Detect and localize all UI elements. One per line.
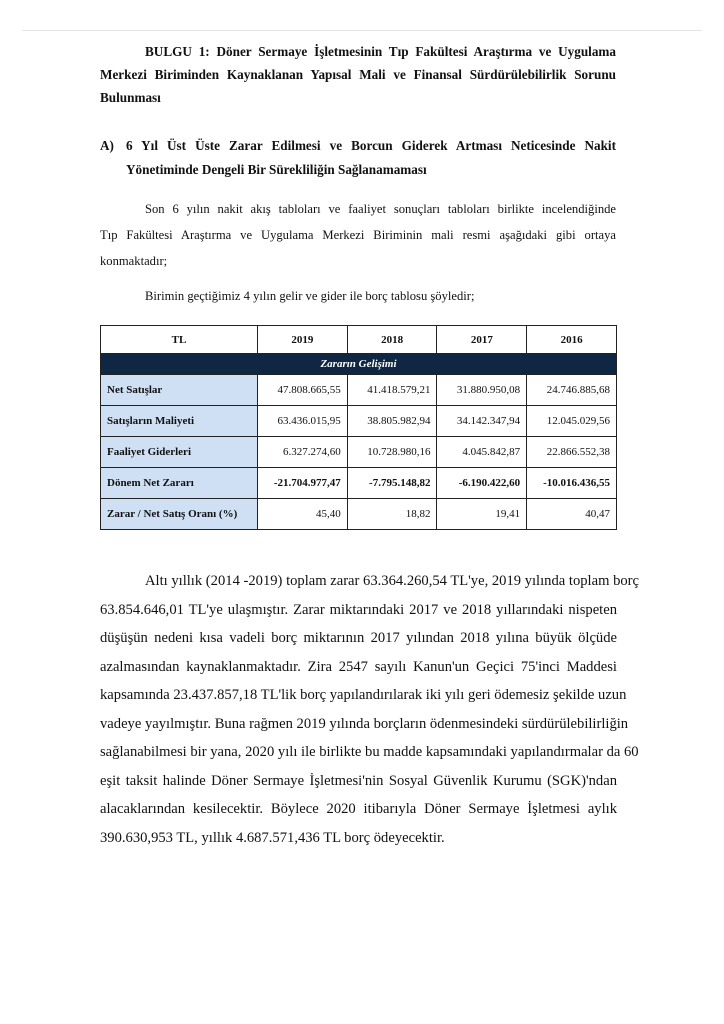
body-line: sağlanabilmesi bir yana, 2020 yılı ile birlikte bu madde kapsamındaki yapılandırmalar da 60	[100, 744, 639, 760]
table-cell: -6.190.422,60	[437, 468, 527, 499]
finding-heading	[100, 40, 616, 109]
finding-heading-line: BULGU 1: Döner Sermaye İşletmesinin Tıp Fakültesi Araştırma ve Uygulama	[145, 44, 616, 59]
page-top-edge	[22, 30, 702, 31]
table-cell: 4.045.842,87	[437, 437, 527, 468]
table-header-cell: 2016	[527, 326, 617, 354]
finding-heading-line: Merkezi Biriminden Kaynaklanan Yapısal Mali ve Finansal Sürdürülebilirlik Sorunu	[100, 67, 616, 82]
table-row-label: Faaliyet Giderleri	[101, 437, 258, 468]
table-section-title: Zararın Gelişimi	[101, 354, 617, 375]
financial-table	[100, 325, 617, 530]
table-header-cell: 2017	[437, 326, 527, 354]
table-row-label: Dönem Net Zararı	[101, 468, 258, 499]
body-line: azalmasından kaynaklanmaktadır. Zira 2547 sayılı Kanun'un Geçici 75'inci Maddesi	[100, 658, 617, 675]
table-cell: 31.880.950,08	[437, 375, 527, 406]
table-cell: 24.746.885,68	[527, 375, 617, 406]
table-cell: 38.805.982,94	[347, 406, 437, 437]
table-row	[101, 437, 617, 468]
table-row	[101, 468, 617, 499]
body-line: 390.630,953 TL, yıllık 4.687.571,436 TL borç ödeyecektir.	[100, 829, 445, 846]
subheading-line: 6 Yıl Üst Üste Zarar Edilmesi ve Borcun Giderek Artması Neticesinde Nakit	[126, 138, 616, 153]
table-section-row	[101, 354, 617, 375]
table-cell: -21.704.977,47	[257, 468, 347, 499]
intro-line: Tıp Fakültesi Araştırma ve Uygulama Merkezi Biriminin mali resmi aşağıdaki gibi ortaya	[100, 228, 616, 242]
table-cell: 18,82	[347, 499, 437, 530]
body-line: kapsamında 23.437.857,18 TL'lik borç yapılandırılarak iki yılı geri ödemesiz şekilde uzun	[100, 687, 627, 703]
subheading-marker: A)	[100, 138, 114, 153]
table-cell: 41.418.579,21	[347, 375, 437, 406]
subheading	[100, 134, 616, 182]
table-cell: -7.795.148,82	[347, 468, 437, 499]
table-intro: Birimin geçtiğimiz 4 yılın gelir ve gider ile borç tablosu şöyledir;	[145, 289, 475, 303]
table-header-row	[101, 326, 617, 354]
body-paragraph	[100, 567, 639, 852]
table-cell: 22.866.552,38	[527, 437, 617, 468]
table-cell: 63.436.015,95	[257, 406, 347, 437]
table-cell: 10.728.980,16	[347, 437, 437, 468]
table-cell: 19,41	[437, 499, 527, 530]
table-cell: 45,40	[257, 499, 347, 530]
table-cell: 40,47	[527, 499, 617, 530]
body-line: vadeye yayılmıştır. Buna rağmen 2019 yılında borçların ödenmesindeki sürdürülebilirliğin	[100, 715, 629, 732]
table-header-cell: TL	[101, 326, 258, 354]
table-row	[101, 499, 617, 530]
subheading-line: Yönetiminde Dengeli Bir Sürekliliğin Sağlanamaması	[126, 162, 427, 177]
table-row-label: Zarar / Net Satış Oranı (%)	[101, 499, 258, 530]
subheading-text	[100, 134, 616, 182]
table-row-label: Satışların Maliyeti	[101, 406, 258, 437]
table-cell: 34.142.347,94	[437, 406, 527, 437]
table-cell: -10.016.436,55	[527, 468, 617, 499]
body-line: Altı yıllık (2014 -2019) toplam zarar 63.364.260,54 TL'ye, 2019 yılında toplam borç	[145, 573, 639, 589]
body-line: 63.854.646,01 TL'ye ulaşmıştır. Zarar miktarındaki 2017 ve 2018 yıllarındaki nispeten	[100, 601, 617, 618]
intro-line: konmaktadır;	[100, 254, 168, 268]
body-line: düşüşün nedeni kısa vadeli borç miktarının 2017 yılından 2018 yılına büyük ölçüde	[100, 630, 617, 646]
table-row	[101, 375, 617, 406]
table-cell: 47.808.665,55	[257, 375, 347, 406]
finding-heading-line: Bulunması	[100, 90, 161, 105]
table-cell: 12.045.029,56	[527, 406, 617, 437]
body-line: eşit taksit halinde Döner Sermaye İşletmesi'nin Sosyal Güvenlik Kurumu (SGK)'ndan	[100, 772, 617, 789]
intro-line: Son 6 yılın nakit akış tabloları ve faaliyet sonuçları tabloları birlikte incelendiğinde	[145, 202, 616, 216]
table-cell: 6.327.274,60	[257, 437, 347, 468]
table-header-cell: 2019	[257, 326, 347, 354]
table-row	[101, 406, 617, 437]
body-line: alacaklarından kesilecektir. Böylece 2020 itibarıyla Döner Sermaye İşletmesi aylık	[100, 801, 617, 817]
table-header-cell: 2018	[347, 326, 437, 354]
intro-paragraph	[100, 196, 616, 274]
table-row-label: Net Satışlar	[101, 375, 258, 406]
